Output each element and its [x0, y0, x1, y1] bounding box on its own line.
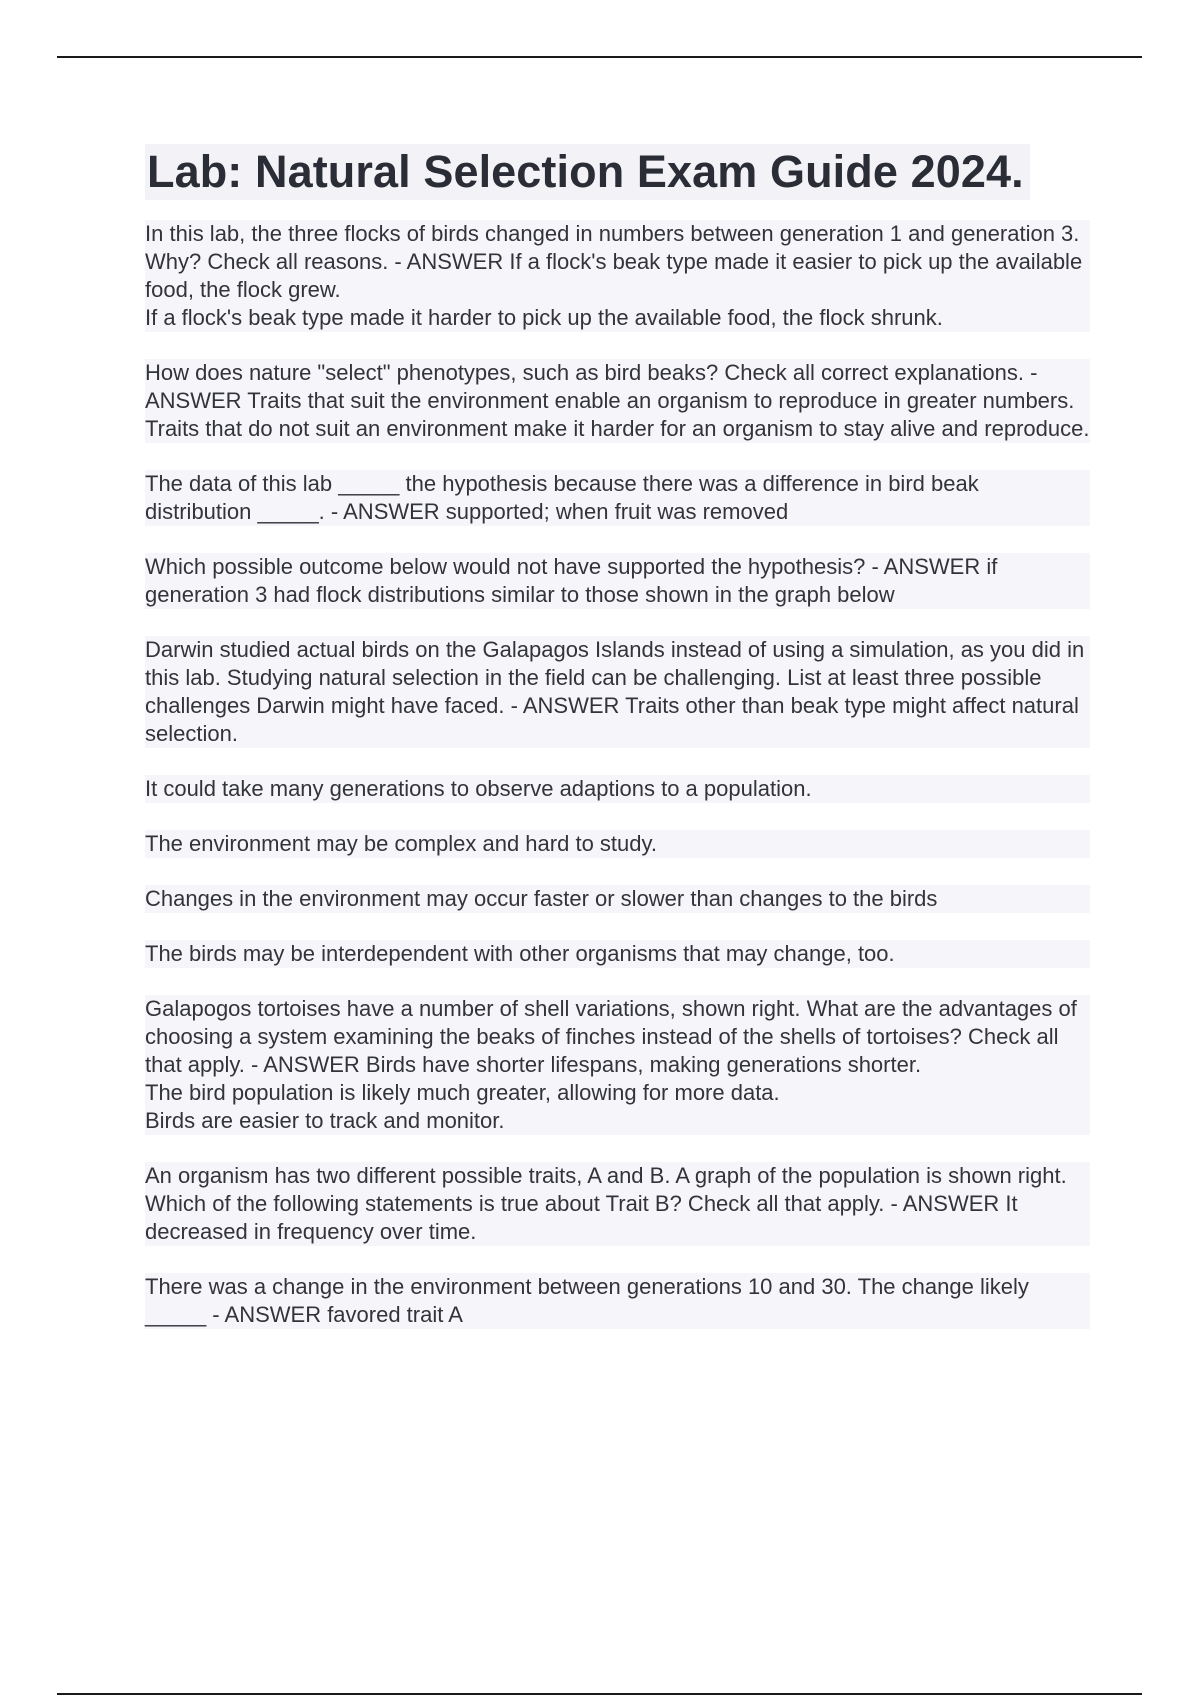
- qa-paragraph-6: [145, 775, 1090, 803]
- paragraph-line: Traits that do not suit an environment make it harder for an organism to stay alive and reproduce.: [145, 416, 1090, 441]
- document-title: Lab: Natural Selection Exam Guide 2024.: [145, 144, 1030, 200]
- paragraph-line: There was a change in the environment between generations 10 and 30. The change likely _____ - ANSWER favored trait A: [145, 1273, 1090, 1329]
- paragraph-line: How does nature "select" phenotypes, such as bird beaks? Check all correct explanations. - ANSWER Traits that suit the environment enable an organism to reproduce in greater numbers.: [145, 359, 1090, 415]
- paragraph-line: Birds are easier to track and monitor.: [145, 1107, 1090, 1135]
- qa-paragraph-11: [145, 1162, 1090, 1246]
- qa-paragraph-8: [145, 885, 1090, 913]
- qa-paragraph-4: [145, 553, 1090, 609]
- qa-paragraph-7: [145, 830, 1090, 858]
- paragraph-line: Changes in the environment may occur faster or slower than changes to the birds: [145, 885, 1090, 913]
- qa-paragraph-12: [145, 1273, 1090, 1329]
- paragraph-line: Darwin studied actual birds on the Galapagos Islands instead of using a simulation, as you did in this lab. Studying natural selection in the field can be challenging. List at least three possible challenges Darwin might have faced. - ANSWER Traits other than beak type might affect natural selection.: [145, 636, 1090, 748]
- paragraph-line: The bird population is likely much greater, allowing for more data.: [145, 1079, 1090, 1107]
- paragraph-line: The environment may be complex and hard to study.: [145, 830, 1090, 858]
- paragraph-line: An organism has two different possible traits, A and B. A graph of the population is shown right. Which of the following statements is true about Trait B? Check all that apply. - ANSWER It decreased in frequency over time.: [145, 1162, 1090, 1246]
- paragraph-line: The data of this lab _____ the hypothesis because there was a difference in bird beak distribution _____. - ANSWER supported; when fruit was removed: [145, 470, 1090, 526]
- paragraph-line: Galapogos tortoises have a number of shell variations, shown right. What are the advantages of choosing a system examining the beaks of finches instead of the shells of tortoises? Check all that apply. - ANSWER Birds have shorter lifespans, making generations shorter.: [145, 995, 1090, 1079]
- paragraph-line: In this lab, the three flocks of birds changed in numbers between generation 1 and generation 3. Why? Check all reasons. - ANSWER If a flock's beak type made it easier to pick up the available food, the flock grew.: [145, 220, 1090, 304]
- paragraph-line: Which possible outcome below would not have supported the hypothesis? - ANSWER if generation 3 had flock distributions similar to those shown in the graph below: [145, 553, 1090, 609]
- paragraph-line: The birds may be interdependent with other organisms that may change, too.: [145, 940, 1090, 968]
- paragraph-line: If a flock's beak type made it harder to pick up the available food, the flock shrunk.: [145, 304, 1090, 332]
- qa-paragraph-2: [145, 359, 1090, 443]
- qa-paragraph-9: [145, 940, 1090, 968]
- paragraph-line: It could take many generations to observe adaptions to a population.: [145, 775, 1090, 803]
- top-rule: [57, 56, 1142, 58]
- document-body: [145, 144, 1090, 1356]
- qa-paragraph-5: [145, 636, 1090, 748]
- bottom-rule: [57, 1693, 1142, 1695]
- qa-paragraph-3: [145, 470, 1090, 526]
- qa-paragraph-10: [145, 995, 1090, 1135]
- qa-paragraph-1: [145, 220, 1090, 332]
